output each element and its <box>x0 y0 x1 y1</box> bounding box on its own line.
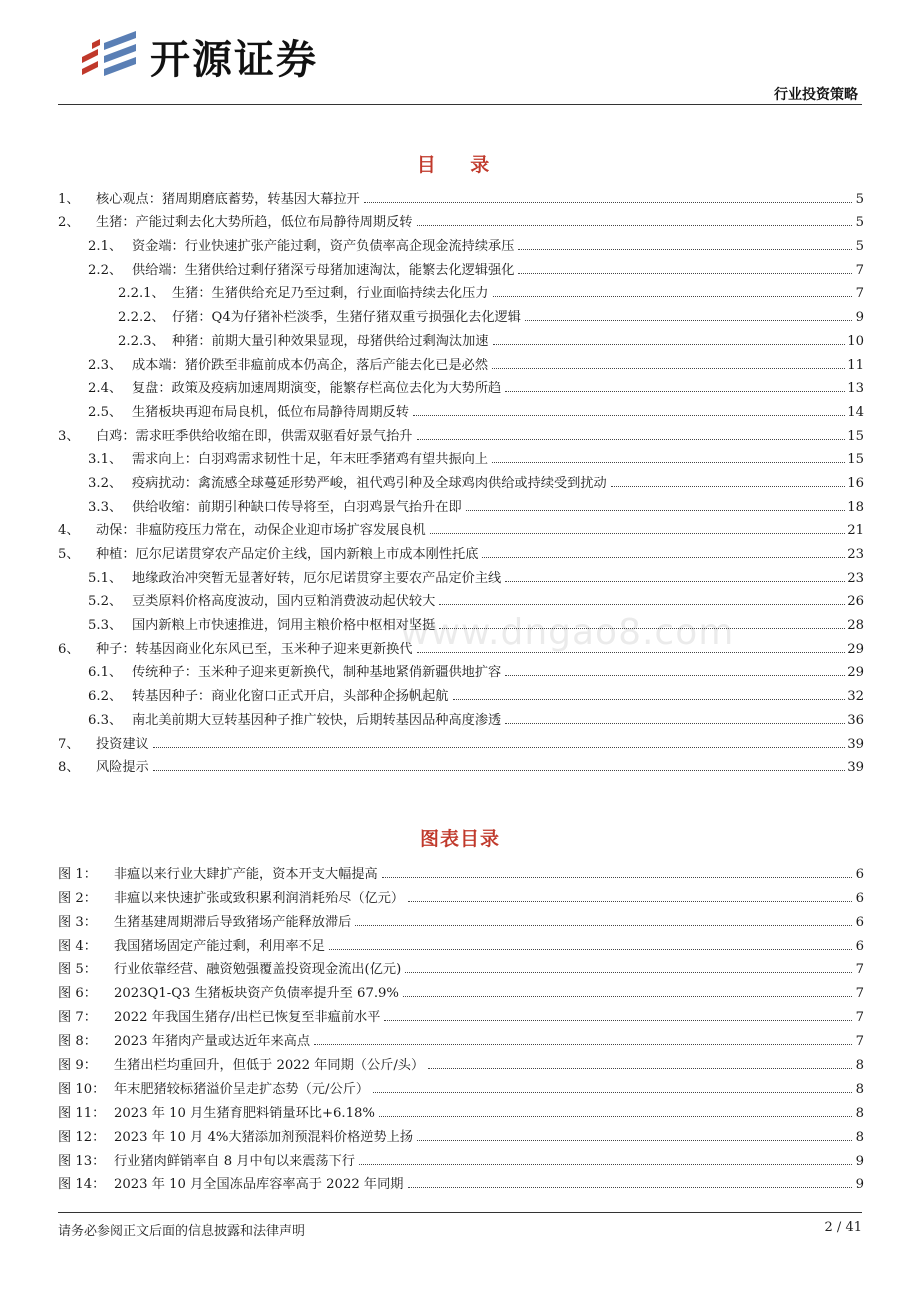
entry-number: 图 3： <box>58 914 97 930</box>
entry-title: 动保：非瘟防疫压力常在，动保企业迎市场扩容发展良机 <box>96 523 426 539</box>
dot-leader <box>439 604 845 605</box>
entry-title: 供给端：生猪供给过剩仔猪深亏母猪加速淘汰，能繁去化逻辑强化 <box>132 262 515 278</box>
entry-title: 投资建议 <box>96 736 149 752</box>
dot-leader <box>405 972 852 973</box>
toc-entry[interactable] <box>58 301 864 325</box>
entry-page: 39 <box>847 736 864 752</box>
figure-list <box>58 858 864 1192</box>
entry-title: 种子：转基因商业化东风已至，玉米种子迎来更新换代 <box>96 641 413 657</box>
toc-entry[interactable] <box>58 562 864 586</box>
toc-entry[interactable] <box>58 444 864 468</box>
dot-leader <box>417 439 846 440</box>
dot-leader <box>505 675 845 676</box>
entry-number: 图 7： <box>58 1010 97 1026</box>
dot-leader <box>430 533 846 534</box>
figure-entry[interactable] <box>58 906 864 930</box>
figure-entry[interactable] <box>58 1025 864 1049</box>
entry-title: 复盘：政策及疫病加速周期演变，能繁存栏高位去化为大势所趋 <box>132 381 502 397</box>
dot-leader <box>453 699 846 700</box>
figure-entry[interactable] <box>58 1169 864 1193</box>
entry-number: 图 9： <box>58 1058 97 1074</box>
entry-page: 6 <box>855 938 864 954</box>
entry-page: 13 <box>847 381 864 397</box>
entry-page: 8 <box>855 1105 864 1121</box>
toc-entry[interactable] <box>58 467 864 491</box>
entry-title: 核心观点：猪周期磨底蓄势，转基因大幕拉开 <box>96 191 360 207</box>
entry-page: 5 <box>855 191 864 207</box>
entry-number: 5.1、 <box>88 570 123 586</box>
entry-title: 转基因种子：商业化窗口正式开启，头部种企扬帆起航 <box>132 689 449 705</box>
entry-number: 3.3、 <box>88 499 123 515</box>
entry-title: 2023Q1-Q3 生猪板块资产负债率提升至 67.9% <box>114 986 399 1002</box>
entry-page: 14 <box>847 404 864 420</box>
entry-number: 图 12： <box>58 1129 106 1145</box>
entry-number: 图 11： <box>58 1105 106 1121</box>
entry-number: 4、 <box>58 523 80 539</box>
entry-page: 21 <box>847 523 864 539</box>
entry-title: 成本端：猪价跌至非瘟前成本仍高企，落后产能去化已是必然 <box>132 357 489 373</box>
figure-entry[interactable] <box>58 1049 864 1073</box>
entry-title: 生猪基建周期滞后导致猪场产能释放滞后 <box>114 914 352 930</box>
entry-page: 10 <box>847 333 864 349</box>
toc-entry[interactable] <box>58 230 864 254</box>
entry-number: 图 6： <box>58 986 97 1002</box>
entry-number: 5.2、 <box>88 594 123 610</box>
entry-number: 2.5、 <box>88 404 123 420</box>
entry-title: 国内新粮上市快速推进，饲用主粮价格中枢相对坚挺 <box>132 618 436 634</box>
entry-page: 11 <box>847 357 864 373</box>
entry-number: 图 8： <box>58 1034 97 1050</box>
entry-page: 29 <box>847 665 864 681</box>
entry-number: 6、 <box>58 641 80 657</box>
dot-leader <box>518 273 852 274</box>
entry-number: 7、 <box>58 736 80 752</box>
entry-page: 16 <box>847 475 864 491</box>
dot-leader <box>505 391 845 392</box>
entry-page: 8 <box>855 1081 864 1097</box>
dot-leader <box>153 747 845 748</box>
dot-leader <box>384 1020 852 1021</box>
figure-entry[interactable] <box>58 1145 864 1169</box>
entry-number: 图 1： <box>58 866 97 882</box>
toc-entry[interactable] <box>58 254 864 278</box>
dot-leader <box>314 1044 852 1045</box>
toc-entry[interactable] <box>58 325 864 349</box>
toc-entry[interactable] <box>58 207 864 231</box>
dot-leader <box>408 901 852 902</box>
entry-title: 疫病扰动：禽流感全球蔓延形势严峻，祖代鸡引种及全球鸡肉供给或持续受到扰动 <box>132 475 607 491</box>
report-type-label: 行业投资策略 <box>774 87 858 103</box>
entry-number: 2.4、 <box>88 381 123 397</box>
entry-title: 行业猪肉鲜销率自 8 月中旬以来震荡下行 <box>114 1153 355 1169</box>
toc-entry[interactable] <box>58 373 864 397</box>
entry-page: 7 <box>855 262 864 278</box>
entry-page: 6 <box>855 866 864 882</box>
dot-leader <box>482 557 845 558</box>
table-of-contents <box>58 183 864 775</box>
header-divider <box>58 104 862 105</box>
toc-entry[interactable] <box>58 349 864 373</box>
entry-title: 生猪：生猪供给充足乃至过剩，行业面临持续去化压力 <box>172 286 489 302</box>
entry-title: 白鸡：需求旺季供给收缩在即，供需双驱看好景气抬升 <box>96 428 413 444</box>
dot-leader <box>379 1116 852 1117</box>
company-logo <box>78 28 318 84</box>
entry-title: 资金端：行业快速扩张产能过剩，资产负债率高企现金流持续承压 <box>132 239 515 255</box>
entry-title: 仔猪：Q4为仔猪补栏淡季，生猪仔猪双重亏损强化去化逻辑 <box>172 310 521 326</box>
entry-title: 豆类原料价格高度波动，国内豆粕消费波动起伏较大 <box>132 594 436 610</box>
entry-title: 生猪出栏均重回升，但低于 2022 年同期（公斤/头） <box>114 1058 425 1074</box>
entry-title: 2022 年我国生猪存/出栏已恢复至非瘟前水平 <box>114 1010 381 1026</box>
toc-entry[interactable] <box>58 491 864 515</box>
toc-entry[interactable] <box>58 680 864 704</box>
dot-leader <box>359 1164 852 1165</box>
entry-page: 5 <box>855 215 864 231</box>
watermark: www.dngao8.com <box>400 612 735 653</box>
entry-page: 23 <box>847 547 864 562</box>
toc-entry[interactable] <box>58 704 864 728</box>
entry-number: 图 2： <box>58 890 97 906</box>
dot-leader <box>466 510 846 511</box>
entry-page: 8 <box>855 1058 864 1074</box>
entry-page: 15 <box>847 428 864 444</box>
figure-entry[interactable] <box>58 1073 864 1097</box>
figure-entry[interactable] <box>58 882 864 906</box>
entry-page: 9 <box>855 1153 864 1169</box>
dot-leader <box>505 581 845 582</box>
dot-leader <box>329 949 852 950</box>
figure-list-title: 图表目录 <box>419 828 500 850</box>
dot-leader <box>355 925 852 926</box>
entry-title: 种植：厄尔尼诺贯穿农产品定价主线，国内新粮上市成本刚性托底 <box>96 547 479 562</box>
entry-number: 2.1、 <box>88 239 123 255</box>
figure-entry[interactable] <box>58 858 864 882</box>
entry-page: 18 <box>847 499 864 515</box>
dot-leader <box>518 249 852 250</box>
entry-title: 非瘟以来快速扩张或致积累利润消耗殆尽（亿元） <box>114 890 405 906</box>
entry-page: 15 <box>847 452 864 468</box>
entry-number: 6.3、 <box>88 712 123 728</box>
entry-number: 5.3、 <box>88 618 123 634</box>
entry-number: 6.1、 <box>88 665 123 681</box>
toc-entry[interactable] <box>58 515 864 539</box>
dot-leader <box>382 877 852 878</box>
entry-title: 需求向上：白羽鸡需求韧性十足，年末旺季猪鸡有望共振向上 <box>132 452 489 468</box>
entry-number: 图 5： <box>58 962 97 978</box>
figure-entry[interactable] <box>58 977 864 1001</box>
dot-leader <box>408 1187 853 1188</box>
dot-leader <box>403 996 852 997</box>
dot-leader <box>525 320 852 321</box>
dot-leader <box>428 1068 852 1069</box>
toc-entry[interactable] <box>58 752 864 776</box>
entry-title: 2023 年猪肉产量或达近年来高点 <box>114 1034 311 1050</box>
entry-number: 图 13： <box>58 1153 106 1169</box>
entry-number: 图 10： <box>58 1081 106 1097</box>
entry-title: 传统种子：玉米种子迎来更新换代，制种基地紧俏新疆供地扩容 <box>132 665 502 681</box>
dot-leader <box>364 202 852 203</box>
company-logo-icon <box>78 29 140 83</box>
entry-page: 7 <box>855 286 864 302</box>
dot-leader <box>413 415 845 416</box>
dot-leader <box>492 368 845 369</box>
entry-number: 2.2.1、 <box>118 286 165 302</box>
entry-title: 种猪：前期大量引种效果显现，母猪供给过剩淘汰加速 <box>172 333 489 349</box>
entry-page: 7 <box>855 1010 864 1026</box>
entry-page: 36 <box>847 712 864 728</box>
entry-title: 年末肥猪较标猪溢价呈走扩态势（元/公斤） <box>114 1081 370 1097</box>
dot-leader <box>417 1140 852 1141</box>
entry-page: 26 <box>847 594 864 610</box>
entry-title: 生猪：产能过剩去化大势所趋，低位布局静待周期反转 <box>96 215 413 231</box>
entry-number: 3.1、 <box>88 452 123 468</box>
entry-title: 生猪板块再迎布局良机，低位布局静待周期反转 <box>132 404 409 420</box>
toc-entry[interactable] <box>58 420 864 444</box>
entry-page: 5 <box>855 239 864 255</box>
entry-title: 地缘政治冲突暂无显著好转，厄尔尼诺贯穿主要农产品定价主线 <box>132 570 502 586</box>
entry-page: 6 <box>855 890 864 906</box>
brand-name: 开源证券 <box>150 36 318 83</box>
entry-number: 3.2、 <box>88 475 123 491</box>
figure-entry[interactable] <box>58 1121 864 1145</box>
figure-entry[interactable] <box>58 954 864 978</box>
entry-page: 23 <box>847 570 864 586</box>
entry-page: 28 <box>847 618 864 634</box>
dot-leader <box>492 462 845 463</box>
toc-entry[interactable] <box>58 657 864 681</box>
entry-page: 9 <box>855 1177 864 1193</box>
entry-number: 2.2.3、 <box>118 333 165 349</box>
entry-number: 图 14： <box>58 1177 106 1193</box>
toc-entry[interactable] <box>58 183 864 207</box>
entry-page: 7 <box>855 986 864 1002</box>
entry-title: 南北美前期大豆转基因种子推广较快，后期转基因品种高度渗透 <box>132 712 502 728</box>
dot-leader <box>611 486 845 487</box>
footer-divider <box>58 1212 862 1213</box>
dot-leader <box>493 296 853 297</box>
entry-title: 我国猪场固定产能过剩，利用率不足 <box>114 938 325 954</box>
entry-number: 3、 <box>58 428 80 444</box>
entry-number: 5、 <box>58 547 80 562</box>
entry-title: 2023 年 10 月 4%大猪添加剂预混料价格逆势上扬 <box>114 1129 414 1145</box>
entry-number: 图 4： <box>58 938 97 954</box>
toc-entry[interactable] <box>58 538 864 562</box>
figure-entry[interactable] <box>58 1001 864 1025</box>
entry-title: 行业依靠经营、融资勉强覆盖投资现金流出(亿元) <box>114 962 402 978</box>
entry-number: 8、 <box>58 760 80 776</box>
footer-disclaimer: 请务必参阅正文后面的信息披露和法律声明 <box>58 1224 306 1239</box>
toc-entry[interactable] <box>58 396 864 420</box>
entry-page: 32 <box>847 689 864 705</box>
dot-leader <box>153 770 845 771</box>
entry-page: 6 <box>855 914 864 930</box>
entry-title: 2023 年 10 月全国冻品库容率高于 2022 年同期 <box>114 1177 404 1193</box>
entry-number: 1、 <box>58 191 80 207</box>
entry-title: 非瘟以来行业大肆扩产能，资本开支大幅提高 <box>114 866 378 882</box>
entry-number: 2.3、 <box>88 357 123 373</box>
entry-page: 9 <box>855 310 864 326</box>
toc-entry[interactable] <box>58 278 864 302</box>
entry-number: 2.2.2、 <box>118 310 165 326</box>
entry-title: 供给收缩：前期引种缺口传导将至，白羽鸡景气抬升在即 <box>132 499 462 515</box>
figure-entry[interactable] <box>58 1097 864 1121</box>
dot-leader <box>417 225 853 226</box>
toc-title: 目 录 <box>416 154 504 176</box>
entry-title: 2023 年 10 月生猪育肥料销量环比+6.18% <box>114 1105 375 1121</box>
dot-leader <box>505 723 845 724</box>
entry-page: 7 <box>855 1034 864 1050</box>
entry-page: 39 <box>847 760 864 776</box>
entry-number: 2、 <box>58 215 80 231</box>
entry-title: 风险提示 <box>96 760 149 776</box>
figure-entry[interactable] <box>58 930 864 954</box>
entry-page: 8 <box>855 1129 864 1145</box>
entry-number: 2.2、 <box>88 262 123 278</box>
toc-entry[interactable] <box>58 728 864 752</box>
entry-page: 29 <box>847 641 864 657</box>
page-number: 2 / 41 <box>824 1220 862 1235</box>
dot-leader <box>493 344 846 345</box>
entry-page: 7 <box>855 962 864 978</box>
dot-leader <box>373 1092 852 1093</box>
toc-entry[interactable] <box>58 586 864 610</box>
entry-number: 6.2、 <box>88 689 123 705</box>
